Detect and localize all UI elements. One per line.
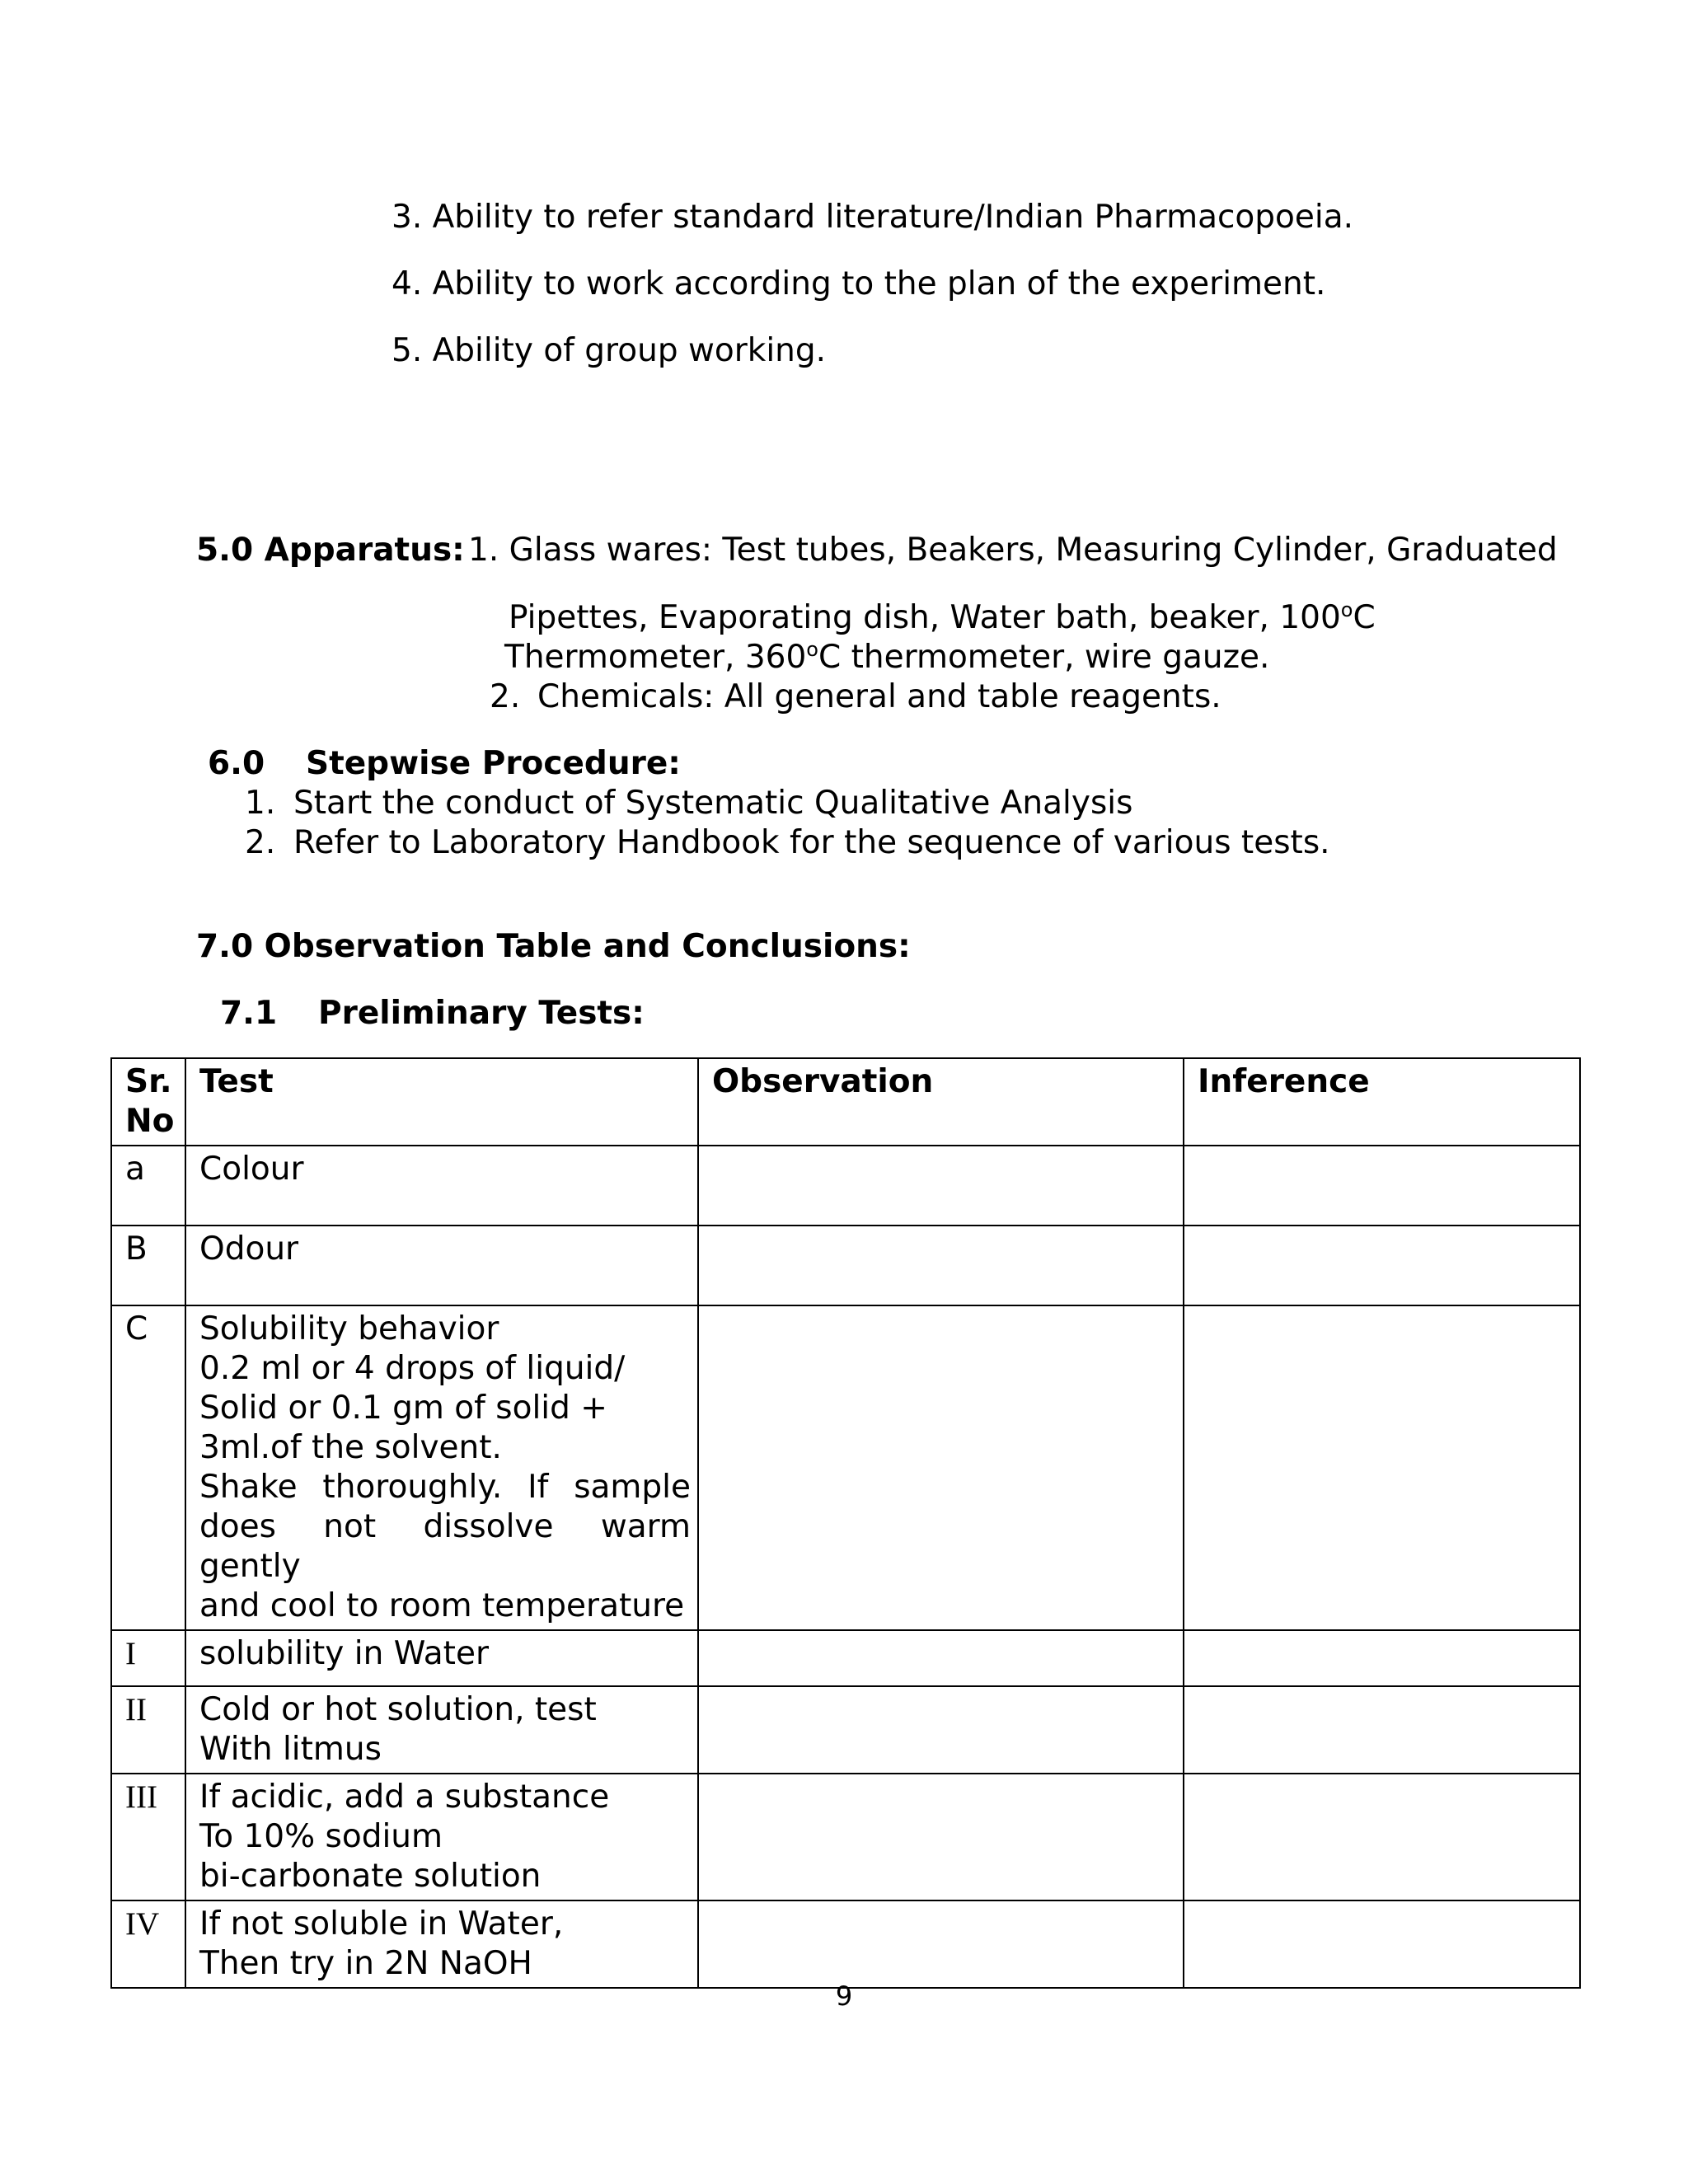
sr-header-line-1: Sr.	[125, 1063, 172, 1100]
ability-item-4: 4. Ability to work according to the plan of the experiment.	[392, 265, 1326, 302]
sr-no-header	[111, 1058, 185, 1146]
observation-cell[interactable]	[698, 1774, 1184, 1900]
test-line: Solubility behavior	[199, 1310, 499, 1347]
preliminary-tests-heading: Preliminary Tests:	[318, 995, 645, 1032]
preliminary-tests-table	[110, 1057, 1581, 1989]
observation-cell[interactable]	[698, 1146, 1184, 1226]
observation-cell[interactable]	[698, 1226, 1184, 1305]
table-row	[111, 1900, 1580, 1988]
procedure-number: 6.0	[208, 745, 265, 782]
sr-cell: C	[111, 1305, 185, 1630]
table-row	[111, 1774, 1580, 1900]
test-line: Colour	[199, 1151, 304, 1188]
apparatus-item-2-text: Chemicals: All general and table reagents.	[537, 678, 1221, 715]
apparatus-line-3-text: Thermometer, 360	[504, 639, 807, 676]
test-line: bi-carbonate solution	[199, 1858, 542, 1895]
test-line: With litmus	[199, 1731, 382, 1768]
inference-cell[interactable]	[1184, 1146, 1580, 1226]
sr-cell: B	[111, 1226, 185, 1305]
sr-header-line-2: No	[125, 1103, 175, 1140]
inference-cell[interactable]	[1184, 1900, 1580, 1988]
observation-cell[interactable]	[698, 1900, 1184, 1988]
sr-cell: II	[111, 1686, 185, 1774]
table-header-row	[111, 1058, 1580, 1146]
sr-cell: IV	[111, 1900, 185, 1988]
apparatus-item-1-line-3	[504, 637, 1269, 677]
degree-symbol: o	[1340, 598, 1353, 621]
sr-cell: I	[111, 1630, 185, 1686]
test-line: Then try in 2N NaOH	[199, 1945, 532, 1982]
sr-cell: III	[111, 1774, 185, 1900]
test-line: Shake thoroughly. If sample	[199, 1469, 691, 1506]
test-line: If not soluble in Water,	[199, 1905, 564, 1943]
observation-cell[interactable]	[698, 1686, 1184, 1774]
test-line: and cool to room temperature	[199, 1587, 685, 1624]
test-line: 0.2 ml or 4 drops of liquid/	[199, 1350, 626, 1387]
test-line: Cold or hot solution, test	[199, 1691, 597, 1728]
apparatus-item-1-line-2	[509, 598, 1376, 638]
sr-cell: a	[111, 1146, 185, 1226]
table-row	[111, 1630, 1580, 1686]
apparatus-item-1-line-1: 1. Glass wares: Test tubes, Beakers, Measuring Cylinder, Graduated	[468, 532, 1558, 569]
inference-cell[interactable]	[1184, 1305, 1580, 1630]
page-number: 9	[835, 1980, 853, 2012]
procedure-step-2-number: 2.	[245, 824, 276, 861]
test-cell	[185, 1146, 698, 1226]
inference-cell[interactable]	[1184, 1774, 1580, 1900]
table-row	[111, 1146, 1580, 1226]
inference-cell[interactable]	[1184, 1686, 1580, 1774]
table-row	[111, 1305, 1580, 1630]
test-cell	[185, 1774, 698, 1900]
apparatus-item-2-number: 2.	[490, 678, 521, 715]
test-cell	[185, 1226, 698, 1305]
test-cell	[185, 1630, 698, 1686]
procedure-step-1-text: Start the conduct of Systematic Qualitative Analysis	[293, 785, 1133, 822]
test-cell	[185, 1305, 698, 1630]
test-line: solubility in Water	[199, 1635, 489, 1672]
test-header: Test	[185, 1058, 698, 1146]
test-line: To 10% sodium	[199, 1818, 443, 1855]
degree-symbol: o	[806, 638, 818, 661]
ability-item-5: 5. Ability of group working.	[392, 332, 827, 369]
test-cell	[185, 1900, 698, 1988]
test-line: Odour	[199, 1230, 299, 1268]
apparatus-line-2-text: Pipettes, Evaporating dish, Water bath, beaker, 100	[509, 599, 1341, 636]
observation-heading: 7.0 Observation Table and Conclusions:	[196, 928, 911, 965]
apparatus-line-3-unit: C thermometer, wire gauze.	[818, 639, 1270, 676]
procedure-step-2-text: Refer to Laboratory Handbook for the sequence of various tests.	[293, 824, 1330, 861]
procedure-step-1-number: 1.	[245, 785, 276, 822]
preliminary-tests-number: 7.1	[220, 995, 278, 1032]
inference-header: Inference	[1184, 1058, 1580, 1146]
observation-header: Observation	[698, 1058, 1184, 1146]
test-line: If acidic, add a substance	[199, 1779, 610, 1816]
ability-item-3: 3. Ability to refer standard literature/Indian Pharmacopoeia.	[392, 199, 1354, 236]
apparatus-line-2-unit: C	[1353, 599, 1376, 636]
test-line: 3ml.of the solvent.	[199, 1429, 502, 1466]
observation-cell[interactable]	[698, 1305, 1184, 1630]
table-row	[111, 1686, 1580, 1774]
observation-cell[interactable]	[698, 1630, 1184, 1686]
procedure-heading: Stepwise Procedure:	[306, 745, 681, 782]
test-cell	[185, 1686, 698, 1774]
inference-cell[interactable]	[1184, 1630, 1580, 1686]
test-line: Solid or 0.1 gm of solid +	[199, 1390, 607, 1427]
table-row	[111, 1226, 1580, 1305]
test-line: does not dissolve warm gently	[199, 1508, 691, 1585]
apparatus-heading: 5.0 Apparatus:	[196, 532, 465, 569]
inference-cell[interactable]	[1184, 1226, 1580, 1305]
